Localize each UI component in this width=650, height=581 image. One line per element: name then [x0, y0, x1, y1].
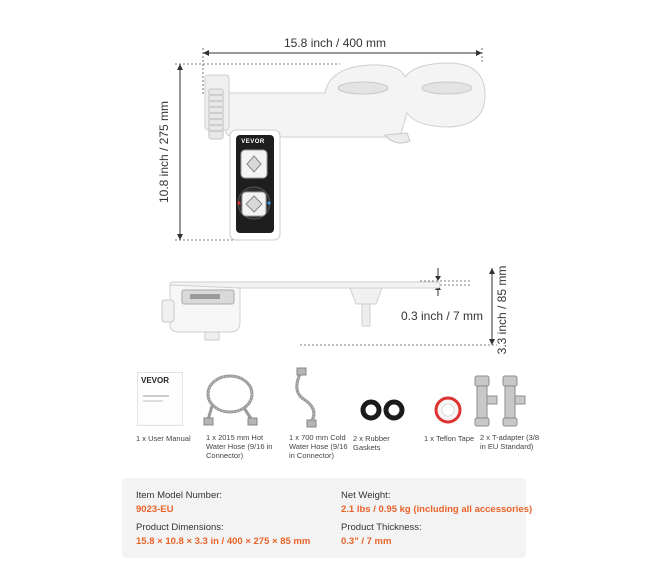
accessory-label: 2 x Rubber Gaskets	[353, 434, 390, 452]
product-side-view	[150, 270, 450, 350]
t-adapter-icon	[470, 374, 534, 430]
panel-brand: VEVOR	[241, 139, 265, 145]
thickness-label: 0.3 inch / 7 mm	[401, 309, 484, 323]
width-label: 15.8 inch / 400 mm	[284, 36, 387, 50]
accessory-label: 1 x 700 mm Cold Water Hose (9/16 in Connector)	[289, 433, 348, 460]
weight-value: 2.1 lbs / 0.95 kg (including all accessories)	[341, 504, 533, 515]
specs-panel	[122, 478, 533, 558]
model-value: 9023-EU	[136, 504, 174, 515]
accessory-label: 1 x Teflon Tape	[424, 434, 475, 443]
model-label: Item Model Number:	[136, 490, 223, 501]
thickness-spec-label: Product Thickness:	[341, 522, 422, 533]
cold-hose-icon	[285, 366, 335, 428]
dims-label: Product Dimensions:	[136, 522, 224, 533]
thickness-spec-value: 0.3" / 7 mm	[341, 536, 392, 547]
gasket-icon	[358, 398, 408, 422]
accessory-label: 2 x T-adapter (3/8 in EU Standard)	[480, 433, 540, 451]
depth-label: 3.3 inch / 85 mm	[495, 265, 509, 355]
hot-hose-icon	[200, 368, 264, 428]
dims-value: 15.8 × 10.8 × 3.3 in / 400 × 275 × 85 mm	[136, 536, 311, 547]
accessory-label: 1 x User Manual	[136, 434, 191, 443]
tape-icon	[434, 396, 462, 424]
weight-label: Net Weight:	[341, 490, 391, 501]
product-top-view	[195, 55, 495, 245]
manual-brand: VEVOR	[141, 376, 170, 385]
height-label: 10.8 inch / 275 mm	[157, 100, 171, 204]
manual-icon	[137, 372, 183, 426]
accessory-label: 1 x 2015 mm Hot Water Hose (9/16 in Connector)	[206, 433, 273, 460]
